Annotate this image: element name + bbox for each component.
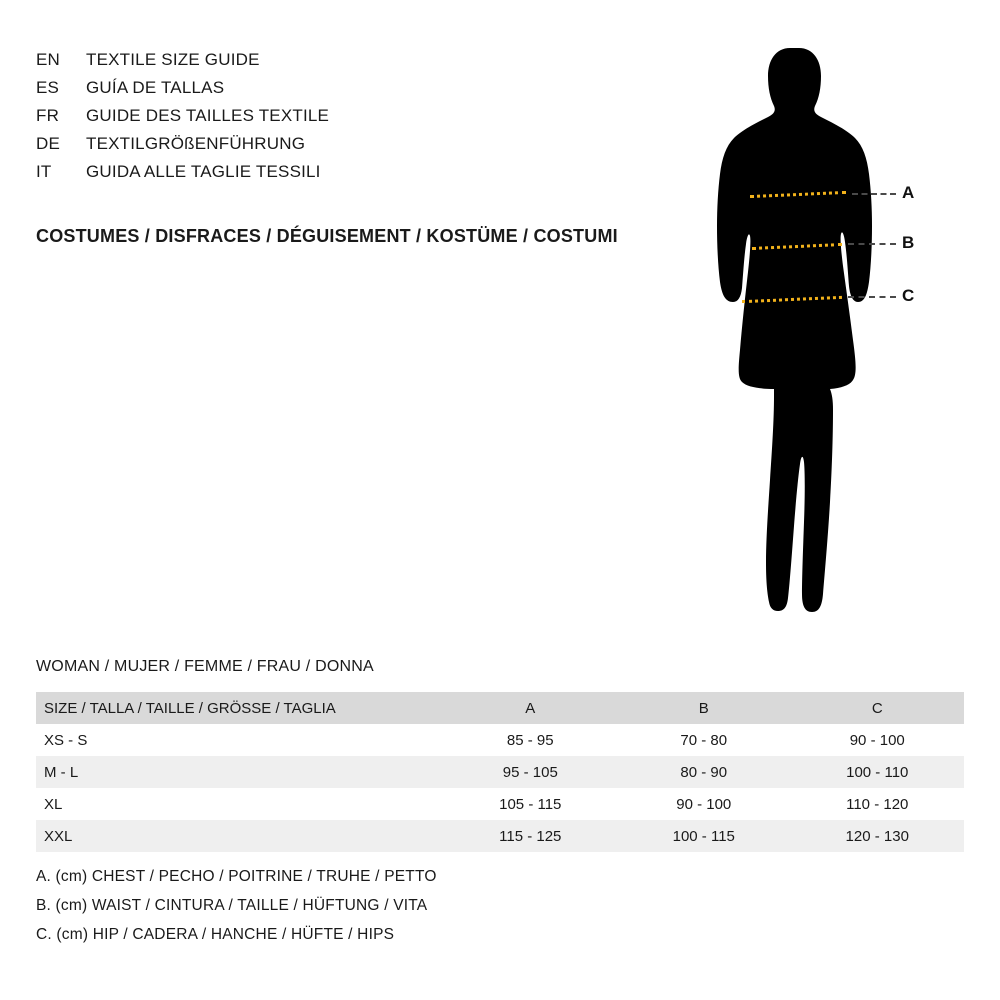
cell-b: 90 - 100 xyxy=(617,788,790,820)
legend-line-a: A. (cm) CHEST / PECHO / POITRINE / TRUHE / PETTO xyxy=(36,868,437,885)
language-text-de: TEXTILGRÖßENFÜHRUNG xyxy=(86,134,306,153)
language-text-en: TEXTILE SIZE GUIDE xyxy=(86,50,260,69)
table-row xyxy=(36,820,964,852)
column-header-a: A xyxy=(444,692,617,724)
column-header-b: B xyxy=(617,692,790,724)
legend-line-b: B. (cm) WAIST / CINTURA / TAILLE / HÜFTUNG / VITA xyxy=(36,897,428,914)
language-row-es xyxy=(36,78,676,106)
legend-line-c: C. (cm) HIP / CADERA / HANCHE / HÜFTE / HIPS xyxy=(36,926,395,943)
table-row xyxy=(36,788,964,820)
language-code-es: ES xyxy=(36,78,60,97)
measure-label-a: A xyxy=(902,183,915,202)
cell-a: 115 - 125 xyxy=(444,820,617,852)
cell-a: 95 - 105 xyxy=(444,756,617,788)
language-code-fr: FR xyxy=(36,106,60,125)
language-row-it xyxy=(36,162,676,190)
measurement-legend xyxy=(36,862,437,949)
measure-label-b: B xyxy=(902,233,915,252)
cell-b: 70 - 80 xyxy=(617,724,790,756)
language-text-es: GUÍA DE TALLAS xyxy=(86,78,225,97)
table-row xyxy=(36,724,964,756)
language-row-de xyxy=(36,134,676,162)
cell-size: M - L xyxy=(36,756,444,788)
column-header-size: SIZE / TALLA / TAILLE / GRÖSSE / TAGLIA xyxy=(36,692,444,724)
cell-b: 80 - 90 xyxy=(617,756,790,788)
cell-size: XXL xyxy=(36,820,444,852)
lead-line-a xyxy=(852,193,896,195)
size-table xyxy=(36,692,964,852)
cell-c: 120 - 130 xyxy=(791,820,965,852)
table-header-row xyxy=(36,692,964,724)
measure-label-c: C xyxy=(902,286,915,305)
cell-c: 90 - 100 xyxy=(791,724,965,756)
language-row-en xyxy=(36,50,676,78)
language-list xyxy=(36,50,676,190)
language-row-fr xyxy=(36,106,676,134)
table-title: WOMAN / MUJER / FEMME / FRAU / DONNA xyxy=(36,658,374,675)
lead-line-b xyxy=(848,243,896,245)
cell-c: 110 - 120 xyxy=(791,788,965,820)
cell-b: 100 - 115 xyxy=(617,820,790,852)
cell-a: 105 - 115 xyxy=(444,788,617,820)
table-row xyxy=(36,756,964,788)
column-header-c: C xyxy=(791,692,965,724)
female-silhouette-icon xyxy=(690,40,890,620)
language-code-de: DE xyxy=(36,134,61,153)
figure-area xyxy=(690,40,970,620)
language-code-en: EN xyxy=(36,50,61,69)
costumes-heading: COSTUMES / DISFRACES / DÉGUISEMENT / KOSTÜME / COSTUMI xyxy=(36,226,618,246)
cell-size: XL xyxy=(36,788,444,820)
language-code-it: IT xyxy=(36,162,52,181)
cell-a: 85 - 95 xyxy=(444,724,617,756)
cell-c: 100 - 110 xyxy=(791,756,965,788)
language-text-it: GUIDA ALLE TAGLIE TESSILI xyxy=(86,162,321,181)
cell-size: XS - S xyxy=(36,724,444,756)
language-text-fr: GUIDE DES TAILLES TEXTILE xyxy=(86,106,330,125)
lead-line-c xyxy=(848,296,896,298)
